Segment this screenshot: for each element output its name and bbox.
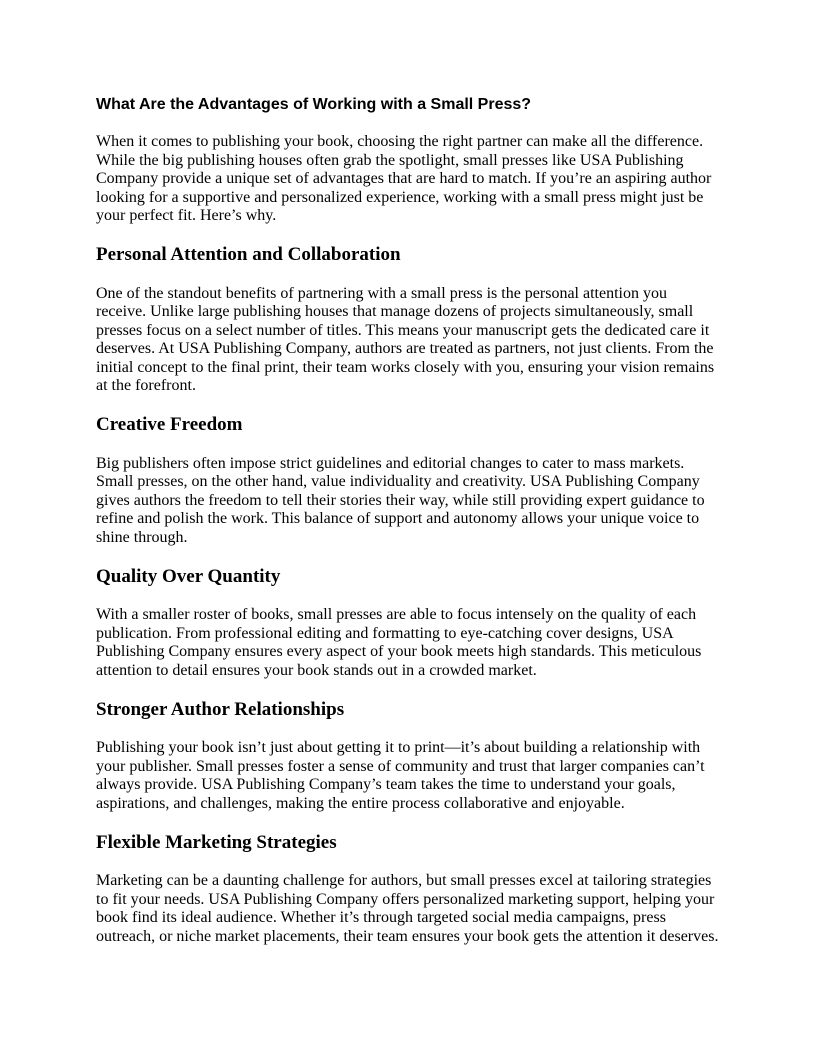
intro-paragraph: When it comes to publishing your book, choosing the right partner can make all the difference. While the big publishing houses often grab the spotlight, small presses like USA Publishing Company provide a unique set of advantages that are hard to match. If you’re an aspiring author looking for a supportive and personalized experience, working with a small press might just be your perfect fit. Here’s why. [96, 133, 712, 224]
section-heading: Flexible Marketing Strategies [96, 831, 337, 853]
section-heading: Creative Freedom [96, 414, 243, 435]
section-personal-attention [96, 244, 720, 396]
section-body: One of the standout benefits of partnering with a small press is the personal attention you receive. Unlike large publishing houses that manage dozens of projects simultaneously, small presses focus on a select number of titles. This means your manuscript gets the dedicated care it deserves. At USA Publishing Company, authors are treated as partners, not just clients. From the initial concept to the final print, their team works closely with you, ensuring your vision remains at the forefront. [96, 284, 715, 394]
section-body: Marketing can be a daunting challenge for authors, but small presses excel at tailoring strategies to fit your needs. USA Publishing Company offers personalized marketing support, helping your book find its ideal audience. Whether it’s through targeted social media campaigns, press outreach, or niche market placements, their team ensures your book gets the attention it deserves. [96, 872, 719, 945]
document-title: What Are the Advantages of Working with a Small Press? [96, 96, 532, 113]
section-heading: Personal Attention and Collaboration [96, 244, 401, 265]
section-body: With a smaller roster of books, small presses are able to focus intensely on the quality of each publication. From professional editing and formatting to eye-catching cover designs, USA Publishing Company ensures every aspect of your book meets high standards. This meticulous attention to detail ensures your book stands out in a crowded market. [96, 606, 702, 679]
section-flexible-marketing-strategies [96, 832, 720, 947]
section-stronger-author-relationships [96, 699, 720, 814]
section-body: Big publishers often impose strict guidelines and editorial changes to cater to mass markets. Small presses, on the other hand, value individuality and creativity. USA Publishing Company gives authors the freedom to tell their stories their way, while still providing expert guidance to refine and polish the work. This balance of support and autonomy allows your unique voice to shine through. [96, 454, 705, 546]
section-body: Publishing your book isn’t just about getting it to print—it’s about building a relationship with your publisher. Small presses foster a sense of community and trust that larger companies can’t always provide. USA Publishing Company’s team takes the time to understand your goals, aspirations, and challenges, making the entire process collaborative and enjoyable. [96, 739, 705, 812]
section-quality-over-quantity [96, 566, 720, 681]
section-heading: Stronger Author Relationships [96, 698, 345, 720]
section-heading: Quality Over Quantity [96, 565, 281, 587]
section-creative-freedom [96, 414, 720, 547]
